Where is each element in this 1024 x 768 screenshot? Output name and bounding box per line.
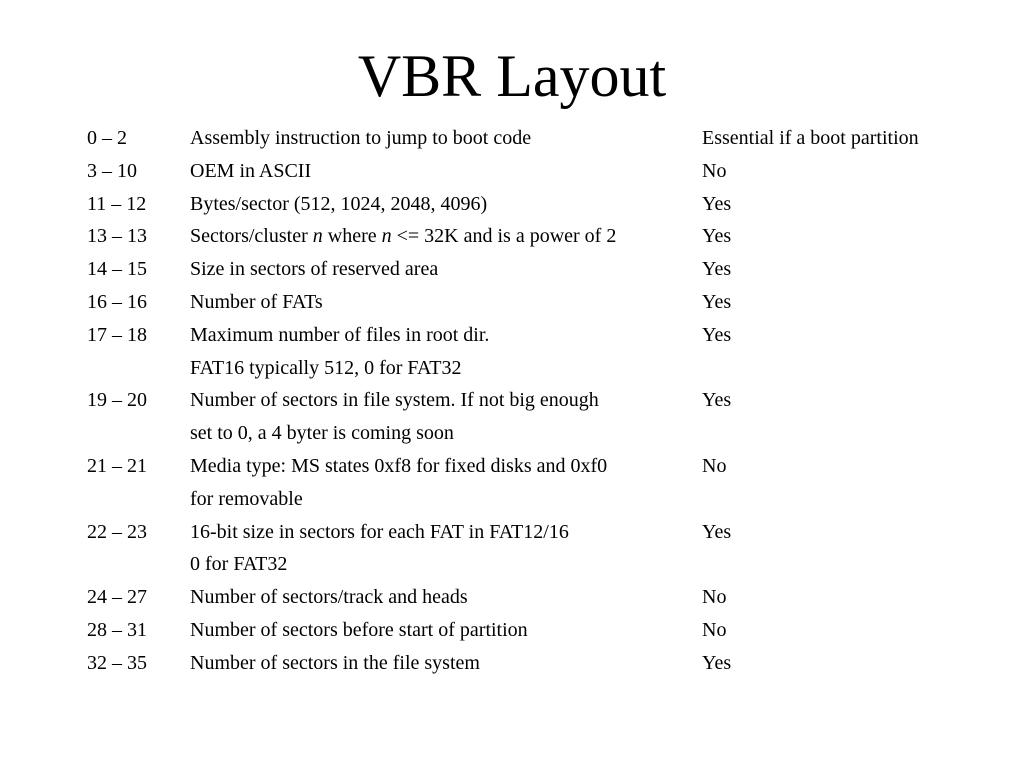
table-row [87,220,987,253]
field-required: Yes [702,520,732,543]
byte-offset: 22 – 23 [87,520,147,543]
table-row [87,450,987,483]
field-description: Number of FATs [190,290,323,313]
table-row [87,384,987,417]
field-description: Maximum number of files in root dir. [190,323,490,346]
field-description: Number of sectors before start of partition [190,618,528,641]
field-description: OEM in ASCII [190,159,312,182]
field-description: set to 0, a 4 byter is coming soon [190,422,454,445]
table-row [87,155,987,188]
variable-n: n [312,225,323,248]
byte-offset: 28 – 31 [87,618,147,641]
field-required: Yes [702,192,732,215]
field-description: Assembly instruction to jump to boot code [190,127,532,149]
field-required: No [702,586,727,609]
slide-title: VBR Layout [357,43,667,109]
field-description: Number of sectors in the file system [190,651,480,674]
table-row-continuation [87,352,987,385]
table-row [87,614,987,647]
byte-offset: 32 – 35 [87,651,147,674]
field-required: Yes [702,225,732,248]
field-description: Size in sectors of reserved area [190,258,439,281]
byte-offset: 0 – 2 [87,127,127,149]
field-required: Yes [702,389,732,412]
field-required: Yes [702,323,732,346]
field-description: Number of sectors/track and heads [190,586,468,609]
field-description: Bytes/sector (512, 1024, 2048, 4096) [190,192,488,215]
field-required: No [702,159,727,182]
field-required: Yes [702,290,732,313]
table-row-continuation [87,483,987,516]
table-row [87,253,987,286]
table-row [87,286,987,319]
table-row-continuation [87,417,987,450]
byte-offset: 17 – 18 [87,323,147,346]
desc-text: <= 32K and is a power of 2 [391,225,617,248]
byte-offset: 19 – 20 [87,389,147,412]
byte-offset: 13 – 13 [87,225,147,248]
table-row [87,647,987,680]
byte-offset: 24 – 27 [87,586,147,609]
field-description [190,220,616,253]
field-required: Yes [702,258,732,281]
field-description: FAT16 typically 512, 0 for FAT32 [190,356,462,379]
table-row [87,319,987,352]
field-description: for removable [190,487,303,510]
byte-offset: 16 – 16 [87,290,147,313]
field-required: No [702,618,727,641]
byte-offset: 21 – 21 [87,454,147,477]
byte-offset: 14 – 15 [87,258,147,281]
table-row-continuation [87,548,987,581]
table-row [87,516,987,549]
field-description: 16-bit size in sectors for each FAT in FAT12/16 [190,520,569,543]
byte-offset: 3 – 10 [87,159,137,182]
field-description: 0 for FAT32 [190,553,288,576]
desc-text: Sectors/cluster [190,225,313,248]
table-row [87,122,987,155]
table-row [87,581,987,614]
field-required: No [702,454,727,477]
byte-offset: 11 – 12 [87,192,147,215]
field-description: Number of sectors in file system. If not big enough [190,389,599,412]
field-required: Yes [702,651,732,674]
variable-n: n [381,225,392,248]
field-required: Essential if a boot partition [702,127,919,149]
field-description: Media type: MS states 0xf8 for fixed disks and 0xf0 [190,454,608,477]
vbr-table [87,122,987,680]
table-row [87,188,987,221]
desc-text: where [322,225,382,248]
